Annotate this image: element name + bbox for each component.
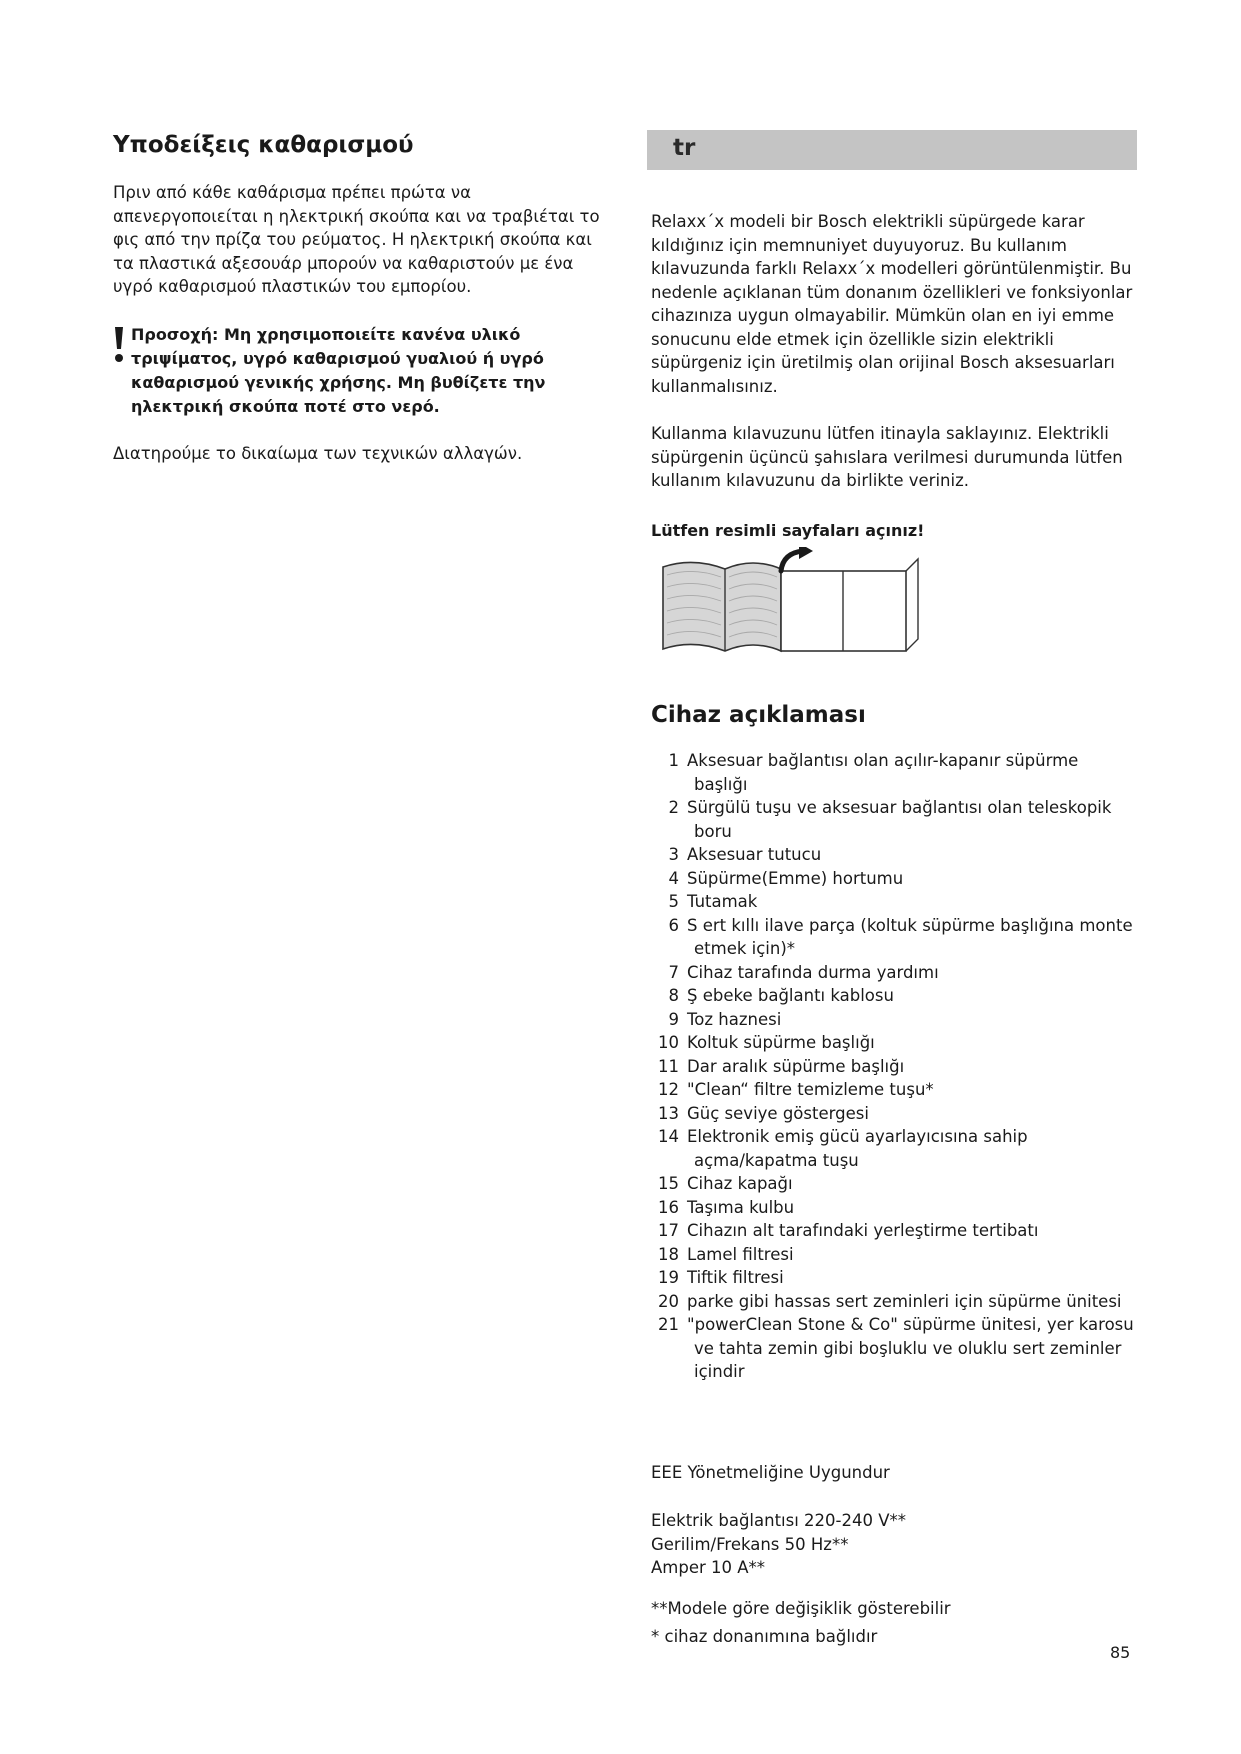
model-variation-note: **Modele göre değişiklik gösterebilir xyxy=(651,1599,951,1618)
part-description: Toz haznesi xyxy=(687,1009,782,1029)
list-item xyxy=(651,984,1151,1008)
list-item xyxy=(651,1125,1151,1172)
open-pages-instruction: Lütfen resimli sayfaları açınız! xyxy=(651,521,925,540)
part-description: Süpürme(Emme) hortumu xyxy=(687,868,904,888)
equipment-footnote: * cihaz donanımına bağlıdır xyxy=(651,1627,878,1646)
list-item xyxy=(651,843,1151,867)
part-number: 4 xyxy=(668,868,679,888)
page-number: 85 xyxy=(1110,1643,1131,1662)
list-item xyxy=(651,749,1151,796)
parts-list xyxy=(651,749,1151,1384)
part-number: 15 xyxy=(658,1174,679,1193)
part-description: Cihaz tarafında durma yardımı xyxy=(687,962,939,982)
part-number: 18 xyxy=(658,1244,679,1264)
part-description: Tiftik filtresi xyxy=(687,1268,784,1287)
list-item xyxy=(651,1266,1151,1290)
list-item xyxy=(651,1290,1151,1314)
part-description: Taşıma kulbu xyxy=(687,1197,795,1217)
part-number: 8 xyxy=(668,986,679,1005)
part-number: 10 xyxy=(658,1033,679,1052)
part-description: S ert kıllı ilave parça (koltuk süpürme başlığına monte etmek için)* xyxy=(687,915,1133,958)
device-description-heading: Cihaz açıklaması xyxy=(651,702,866,728)
list-item xyxy=(651,1031,1151,1055)
list-item xyxy=(651,867,1151,891)
part-description: Aksesuar bağlantısı olan açılır-kapanır süpürme başlığı xyxy=(687,751,1079,794)
part-description: Elektronik emiş gücü ayarlayıcısına sahip açma/kapatma tuşu xyxy=(687,1127,1028,1170)
list-item xyxy=(651,1055,1151,1079)
part-number: 19 xyxy=(658,1268,679,1287)
part-description: Ş ebeke bağlantı kablosu xyxy=(687,986,894,1005)
part-description: "powerClean Stone & Co" süpürme ünitesi, yer karosu ve tahta zemin gibi boşluklu ve oluklu sert zeminler içindir xyxy=(687,1315,1134,1381)
list-item xyxy=(651,914,1151,961)
list-item xyxy=(651,890,1151,914)
part-description: Cihaz kapağı xyxy=(687,1174,793,1193)
current-spec: Amper 10 A** xyxy=(651,1558,766,1577)
part-description: Aksesuar tutucu xyxy=(687,845,822,864)
greek-section-title: Υποδείξεις καθαρισμού xyxy=(113,132,414,158)
part-number: 13 xyxy=(658,1103,679,1123)
list-item xyxy=(651,1243,1151,1267)
part-number: 6 xyxy=(668,915,679,935)
list-item xyxy=(651,1219,1151,1243)
greek-warning-text: Προσοχή: Μη χρησιμοποιείτε κανένα υλικό τριψίματος, υγρό καθαρισμού γυαλιού ή υγρό καθαρισμού γενικής χρήσης. Μη βυθίζετε την ηλεκτρική σκούπα ποτέ στο νερό. xyxy=(131,325,546,416)
greek-warning-block xyxy=(113,323,603,419)
voltage-spec: Elektrik bağlantısı 220-240 V** xyxy=(651,1511,907,1530)
part-description: parke gibi hassas sert zeminleri için süpürme ünitesi xyxy=(687,1291,1122,1311)
part-description: Cihazın alt tarafındaki yerleştirme tertibatı xyxy=(687,1221,1039,1240)
part-description: Sürgülü tuşu ve aksesuar bağlantısı olan teleskopik boru xyxy=(687,798,1112,841)
turkish-intro: Relaxx´x modeli bir Bosch elektrikli süpürgede karar kıldığınız için memnuniyet duyuyoruz. Bu kullanım kılavuzunda farklı Relaxx´x modelleri görüntülenmiştir. Bu nedenle açıklanan tüm donanım özellikleri ve fonksiyonlar cihazınıza uygun olmayabilir. Mümkün olan en iyi emme sonucunu elde etmek için özellikle sizin elektrikli süpürgeniz için üretilmiş olan orijinal Bosch aksesuarları kullanmalısınız. xyxy=(651,212,1133,396)
exclamation-icon xyxy=(113,327,125,363)
part-description: Dar aralık süpürme başlığı xyxy=(687,1056,905,1076)
list-item xyxy=(651,961,1151,985)
part-number: 1 xyxy=(668,751,679,770)
part-number: 9 xyxy=(668,1009,679,1029)
part-number: 11 xyxy=(658,1056,679,1076)
greek-cleaning-intro: Πριν από κάθε καθάρισμα πρέπει πρώτα να απενεργοποιείται η ηλεκτρική σκούπα και να τραβιέται το φις από την πρίζα του ρεύματος. Η ηλεκτρική σκούπα και τα πλαστικά αξεσουάρ μπορούν να καθαριστούν με ένα υγρό καθαρισμού πλαστικών του εμπορίου. xyxy=(113,183,600,296)
part-number: 14 xyxy=(658,1127,679,1146)
part-number: 7 xyxy=(668,962,679,982)
list-item xyxy=(651,796,1151,843)
list-item xyxy=(651,1008,1151,1032)
part-number: 20 xyxy=(658,1291,679,1311)
list-item xyxy=(651,1078,1151,1102)
part-number: 12 xyxy=(658,1080,679,1099)
list-item xyxy=(651,1313,1151,1384)
turkish-keep-manual: Kullanma kılavuzunu lütfen itinayla saklayınız. Elektrikli süpürgenin üçüncü şahıslara verilmesi durumunda lütfen kullanım kılavuzunu da birlikte veriniz. xyxy=(651,424,1123,490)
fold-out-pages-illustration xyxy=(653,547,923,665)
part-number: 2 xyxy=(668,798,679,817)
list-item xyxy=(651,1102,1151,1126)
part-number: 17 xyxy=(658,1221,679,1240)
part-number: 16 xyxy=(658,1197,679,1217)
eee-compliance: EEE Yönetmeliğine Uygundur xyxy=(651,1463,890,1482)
part-number: 21 xyxy=(658,1315,679,1334)
part-description: "Clean“ filtre temizleme tuşu* xyxy=(687,1080,934,1099)
frequency-spec: Gerilim/Frekans 50 Hz** xyxy=(651,1534,849,1554)
part-number: 5 xyxy=(668,892,679,911)
list-item xyxy=(651,1196,1151,1220)
part-number: 3 xyxy=(668,845,679,864)
part-description: Tutamak xyxy=(687,892,758,911)
language-header-bar xyxy=(647,130,1137,170)
part-description: Güç seviye göstergesi xyxy=(687,1103,869,1123)
greek-rights-notice: Διατηρούμε το δικαίωμα των τεχνικών αλλαγών. xyxy=(113,444,523,463)
electrical-specs xyxy=(651,1509,906,1580)
part-description: Koltuk süpürme başlığı xyxy=(687,1033,875,1052)
language-code: tr xyxy=(673,135,696,161)
list-item xyxy=(651,1172,1151,1196)
part-description: Lamel filtresi xyxy=(687,1244,794,1264)
